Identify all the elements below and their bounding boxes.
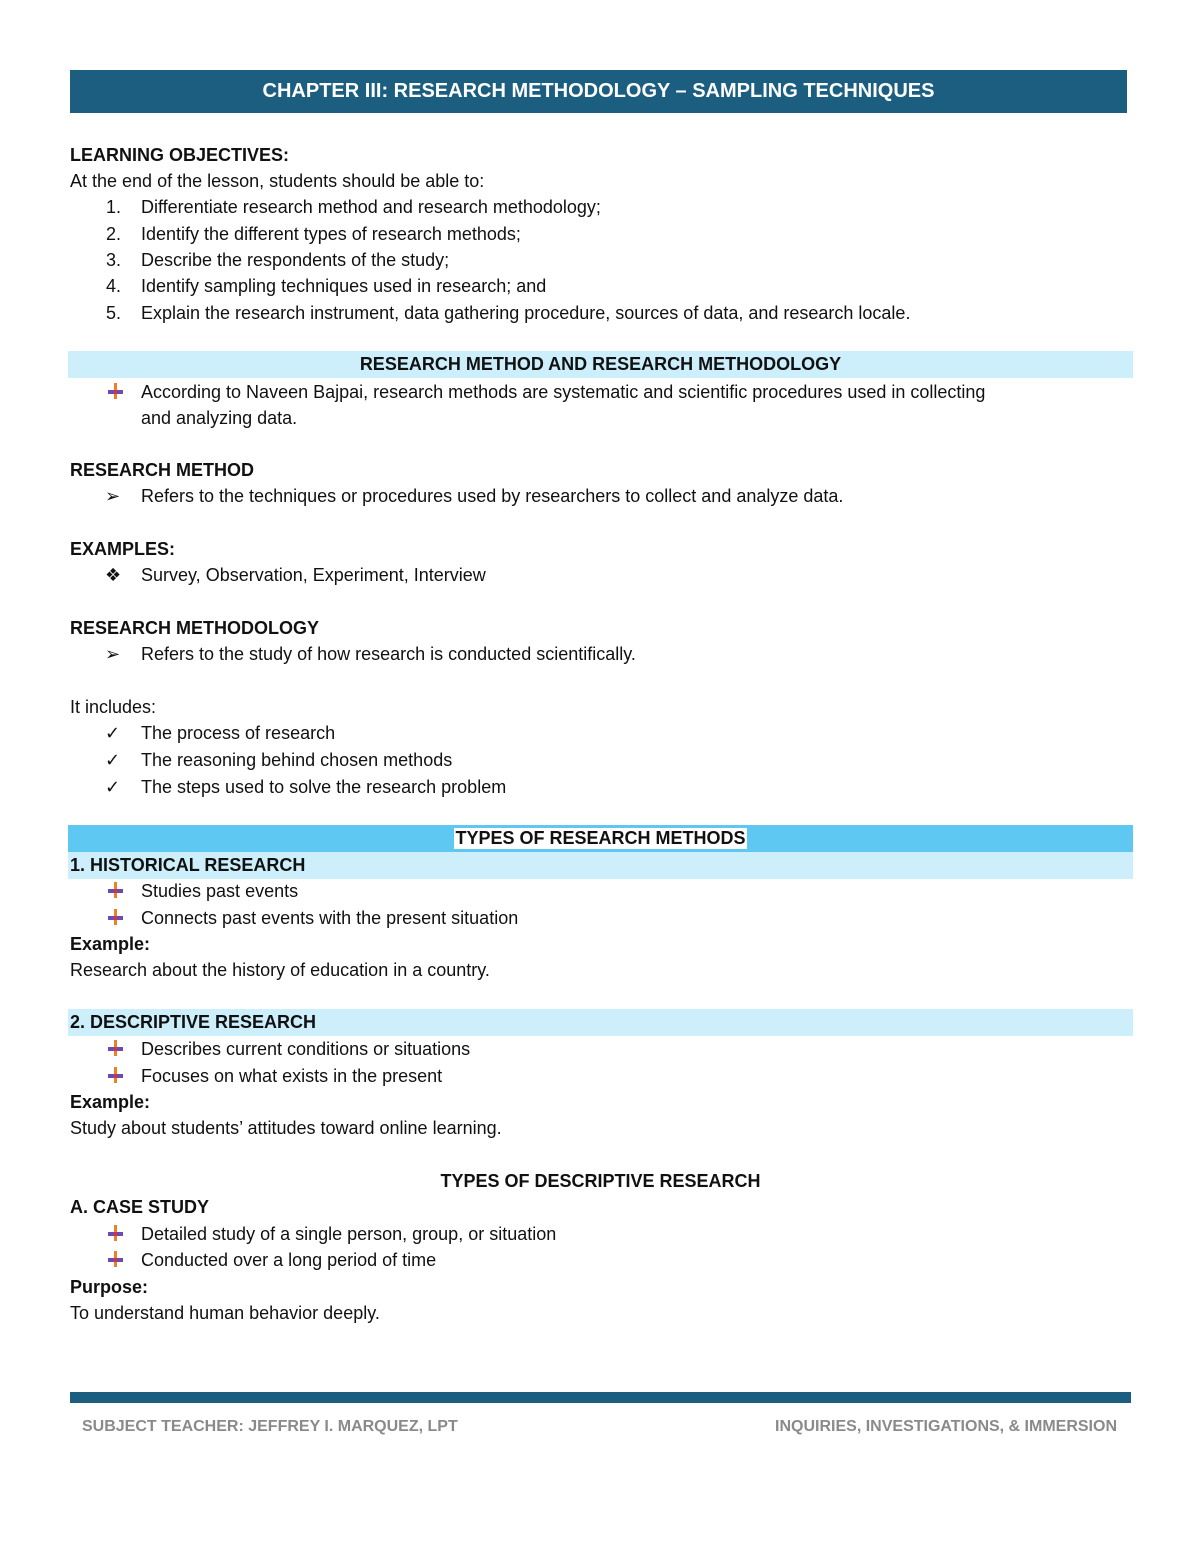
objective-number: 4. xyxy=(106,276,122,296)
case-study-heading: A. CASE STUDY xyxy=(70,1197,210,1217)
objective-item: Identify sampling techniques used in research; and xyxy=(141,276,547,296)
historical-example-label: Example: xyxy=(70,934,151,954)
case-study-point: Conducted over a long period of time xyxy=(141,1250,437,1270)
cross-bullet-icon xyxy=(105,880,125,900)
historical-point: Studies past events xyxy=(141,881,299,901)
rmrm-heading: RESEARCH METHOD AND RESEARCH METHODOLOGY xyxy=(359,354,842,374)
cross-bullet-icon xyxy=(105,1249,125,1269)
objective-number: 1. xyxy=(106,197,122,217)
research-methodology-heading: RESEARCH METHODOLOGY xyxy=(70,618,320,638)
cross-bullet-icon xyxy=(105,381,125,401)
objective-item: Differentiate research method and research methodology; xyxy=(141,197,601,217)
types-heading-wrap xyxy=(68,825,1133,852)
cross-bullet-icon xyxy=(105,1223,125,1243)
case-study-point: Detailed study of a single person, group, or situation xyxy=(141,1224,557,1244)
rmrm-quote-line: and analyzing data. xyxy=(141,408,298,428)
arrow-bullet-icon: ➢ xyxy=(105,486,121,506)
case-study-purpose: To understand human behavior deeply. xyxy=(70,1303,380,1323)
cross-bullet-icon xyxy=(105,1065,125,1085)
includes-item: The process of research xyxy=(141,723,336,743)
cross-bullet-icon xyxy=(105,907,125,927)
descriptive-types-heading: TYPES OF DESCRIPTIVE RESEARCH xyxy=(440,1171,761,1191)
examples-heading: EXAMPLES: xyxy=(70,539,176,559)
checkmark-icon: ✓ xyxy=(105,723,121,743)
cross-bullet-icon xyxy=(105,1038,125,1058)
objective-number: 5. xyxy=(106,303,122,323)
examples-list: Survey, Observation, Experiment, Interview xyxy=(141,565,486,585)
research-method-definition: Refers to the techniques or procedures used by researchers to collect and analyze data. xyxy=(141,486,844,506)
case-study-purpose-label: Purpose: xyxy=(70,1277,149,1297)
arrow-bullet-icon: ➢ xyxy=(105,644,121,664)
descriptive-example: Study about students’ attitudes toward online learning. xyxy=(70,1118,502,1138)
objective-number: 3. xyxy=(106,250,122,270)
objective-number: 2. xyxy=(106,224,122,244)
research-methodology-definition: Refers to the study of how research is conducted scientifically. xyxy=(141,644,636,664)
historical-point: Connects past events with the present situation xyxy=(141,908,519,928)
objective-item: Explain the research instrument, data gathering procedure, sources of data, and research locale. xyxy=(141,303,911,323)
checkmark-icon: ✓ xyxy=(105,777,121,797)
footer-bar xyxy=(70,1392,1131,1403)
rmrm-quote-line: According to Naveen Bajpai, research methods are systematic and scientific procedures used in collecting xyxy=(141,382,986,402)
descriptive-point: Focuses on what exists in the present xyxy=(141,1066,443,1086)
includes-item: The steps used to solve the research problem xyxy=(141,777,507,797)
diamond-bullet-icon: ❖ xyxy=(105,565,122,585)
includes-heading: It includes: xyxy=(70,697,157,717)
descriptive-point: Describes current conditions or situations xyxy=(141,1039,471,1059)
objective-item: Identify the different types of research methods; xyxy=(141,224,521,244)
footer-teacher: SUBJECT TEACHER: JEFFREY I. MARQUEZ, LPT xyxy=(82,1418,458,1435)
objective-item: Describe the respondents of the study; xyxy=(141,250,450,270)
historical-example: Research about the history of education in a country. xyxy=(70,960,490,980)
research-method-heading: RESEARCH METHOD xyxy=(70,460,255,480)
objectives-heading: LEARNING OBJECTIVES: xyxy=(70,145,290,165)
objectives-intro: At the end of the lesson, students should be able to: xyxy=(70,171,485,191)
footer-subject: INQUIRIES, INVESTIGATIONS, & IMMERSION xyxy=(775,1418,1117,1435)
historical-heading: 1. HISTORICAL RESEARCH xyxy=(70,855,306,875)
includes-item: The reasoning behind chosen methods xyxy=(141,750,453,770)
checkmark-icon: ✓ xyxy=(105,750,121,770)
descriptive-heading: 2. DESCRIPTIVE RESEARCH xyxy=(70,1012,317,1032)
page-title: CHAPTER III: RESEARCH METHODOLOGY – SAMPLING TECHNIQUES xyxy=(70,70,1127,113)
types-heading: TYPES OF RESEARCH METHODS xyxy=(455,828,746,848)
descriptive-example-label: Example: xyxy=(70,1092,151,1112)
